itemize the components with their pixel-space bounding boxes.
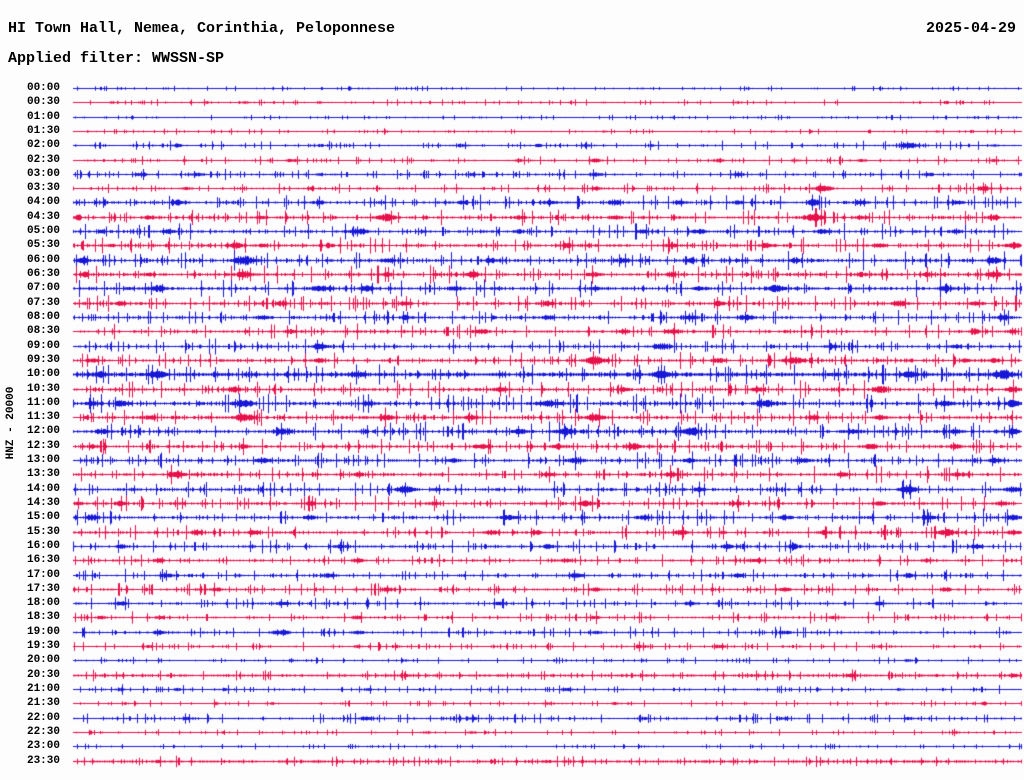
time-label: 15:30 [26, 526, 60, 538]
time-label: 02:30 [26, 154, 60, 166]
time-label: 11:30 [26, 411, 60, 423]
time-label: 04:00 [26, 196, 60, 208]
time-label: 13:30 [26, 468, 60, 480]
time-label: 03:30 [26, 182, 60, 194]
time-label: 01:00 [26, 111, 60, 123]
filter-label: Applied filter: WWSSN-SP [8, 50, 225, 67]
time-label: 10:00 [26, 368, 60, 380]
time-label: 17:30 [26, 583, 60, 595]
time-label: 14:00 [26, 483, 60, 495]
time-label: 19:30 [26, 640, 60, 652]
station-title: HI Town Hall, Nemea, Corinthia, Peloponnese [8, 20, 396, 37]
time-label: 16:00 [26, 540, 60, 552]
time-label: 03:00 [26, 168, 60, 180]
time-label: 23:00 [26, 740, 60, 752]
time-label: 05:00 [26, 225, 60, 237]
time-label: 19:00 [26, 626, 60, 638]
time-label: 18:00 [26, 597, 60, 609]
time-label: 21:00 [26, 683, 60, 695]
time-label: 11:00 [26, 397, 60, 409]
time-label: 05:30 [26, 239, 60, 251]
time-label: 17:00 [26, 569, 60, 581]
time-label: 07:30 [26, 297, 60, 309]
time-label: 10:30 [26, 383, 60, 395]
time-label: 01:30 [26, 125, 60, 137]
time-label: 20:00 [26, 654, 60, 666]
y-axis-label: HNZ - 20000 [5, 386, 17, 460]
time-label: 22:00 [26, 712, 60, 724]
time-label: 09:30 [26, 354, 60, 366]
time-label: 22:30 [26, 726, 60, 738]
time-label: 00:00 [26, 82, 60, 94]
time-label: 08:00 [26, 311, 60, 323]
time-label: 16:30 [26, 554, 60, 566]
time-label: 12:30 [26, 440, 60, 452]
time-label: 08:30 [26, 325, 60, 337]
time-label: 15:00 [26, 511, 60, 523]
date-label: 2025-04-29 [925, 20, 1016, 37]
time-label: 02:00 [26, 139, 60, 151]
time-label: 13:00 [26, 454, 60, 466]
time-label: 21:30 [26, 697, 60, 709]
time-label: 14:30 [26, 497, 60, 509]
time-label: 12:00 [26, 425, 60, 437]
time-label: 04:30 [26, 211, 60, 223]
time-label: 09:00 [26, 340, 60, 352]
time-label: 07:00 [26, 282, 60, 294]
time-label: 20:30 [26, 669, 60, 681]
time-label: 06:00 [26, 254, 60, 266]
time-label: 18:30 [26, 611, 60, 623]
time-label: 00:30 [26, 96, 60, 108]
time-label: 23:30 [26, 755, 60, 767]
time-label: 06:30 [26, 268, 60, 280]
